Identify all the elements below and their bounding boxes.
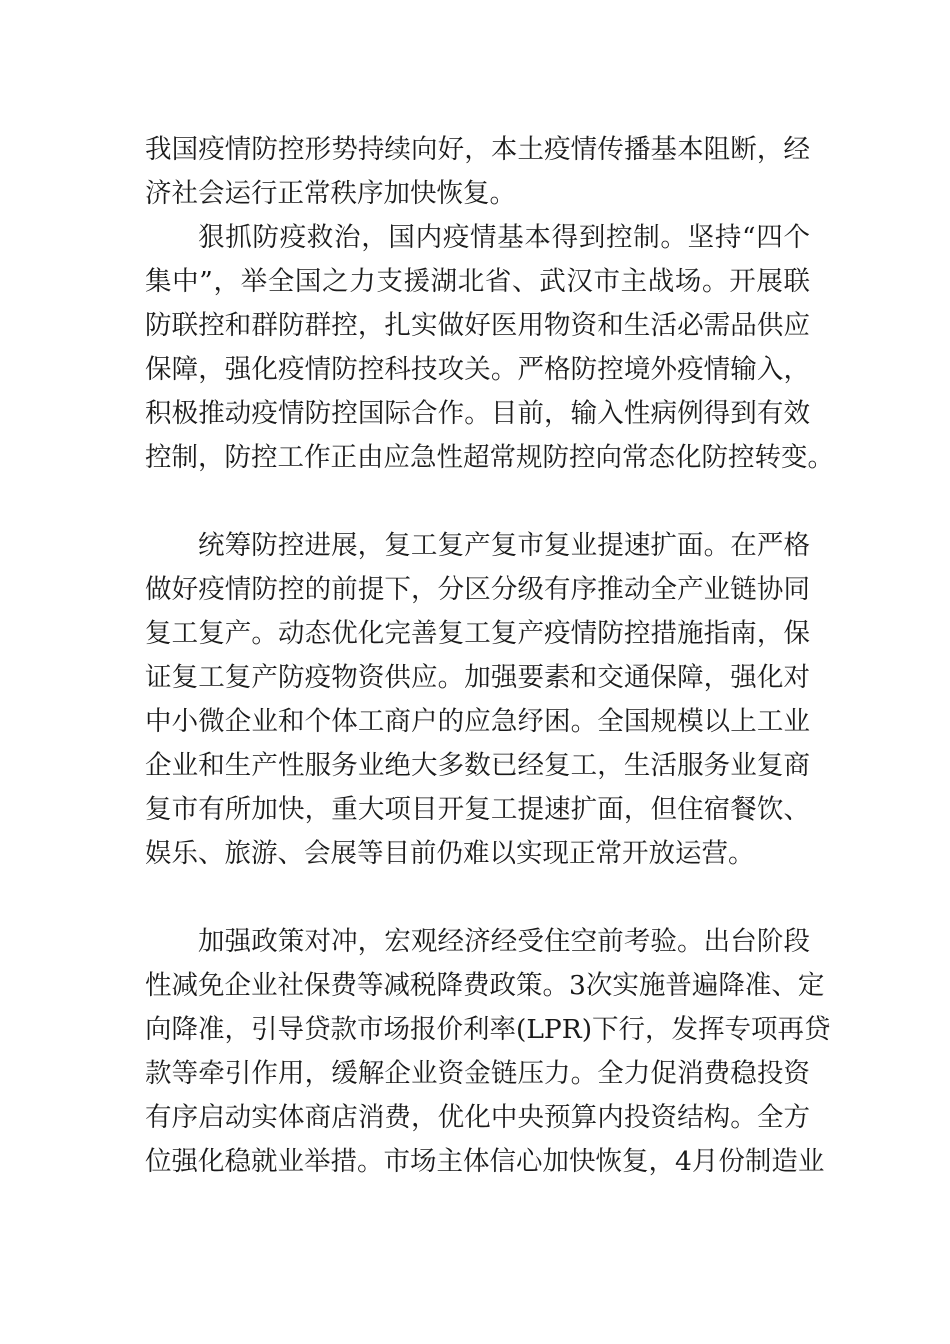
paragraph-3-line-3: 复工复产。动态优化完善复工复产疫情防控措施指南，保 — [145, 618, 810, 649]
paragraph-3-line-4: 证复工复产防疫物资供应。加强要素和交通保障，强化对 — [145, 662, 810, 693]
paragraph-1-line-1: 我国疫情防控形势持续向好，本土疫情传播基本阻断，经 — [145, 134, 810, 165]
paragraph-3-line-2: 做好疫情防控的前提下，分区分级有序推动全产业链协同 — [145, 574, 810, 605]
paragraph-2-line-2: 集中”，举全国之力支援湖北省、武汉市主战场。开展联 — [145, 266, 810, 297]
paragraph-3-line-6: 企业和生产性服务业绝大多数已经复工，生活服务业复商 — [145, 750, 810, 781]
paragraph-2-line-6: 控制，防控工作正由应急性超常规防控向常态化防控转变。 — [145, 442, 834, 473]
paragraph-3-line-1: 统筹防控进展，复工复产复市复业提速扩面。在严格 — [198, 530, 810, 561]
paragraph-4-line-5: 有序启动实体商店消费，优化中央预算内投资结构。全方 — [145, 1102, 810, 1133]
paragraph-4-line-6: 位强化稳就业举措。市场主体信心加快恢复，4月份制造业 — [145, 1146, 825, 1177]
paragraph-1-line-2: 济社会运行正常秩序加快恢复。 — [145, 178, 516, 209]
paragraph-4-line-3: 向降准，引导贷款市场报价利率(LPR)下行，发挥专项再贷 — [145, 1014, 831, 1045]
paragraph-4-line-4: 款等牵引作用，缓解企业资金链压力。全力促消费稳投资 — [145, 1058, 810, 1089]
paragraph-4-line-1: 加强政策对冲，宏观经济经受住空前考验。出台阶段 — [198, 926, 810, 957]
paragraph-2-line-5: 积极推动疫情防控国际合作。目前，输入性病例得到有效 — [145, 398, 810, 429]
paragraph-3-line-5: 中小微企业和个体工商户的应急纾困。全国规模以上工业 — [145, 706, 810, 737]
paragraph-2-line-1: 狠抓防疫救治，国内疫情基本得到控制。坚持“四个 — [198, 222, 810, 253]
paragraph-3-line-7: 复市有所加快，重大项目开复工提速扩面，但住宿餐饮、 — [145, 794, 810, 825]
paragraph-2-line-3: 防联控和群防群控，扎实做好医用物资和生活必需品供应 — [145, 310, 810, 341]
paragraph-2-line-4: 保障，强化疫情防控科技攻关。严格防控境外疫情输入， — [145, 354, 810, 385]
paragraph-3-line-8: 娱乐、旅游、会展等目前仍难以实现正常开放运营。 — [145, 838, 755, 869]
paragraph-4-line-2: 性减免企业社保费等减税降费政策。3次实施普遍降准、定 — [145, 970, 825, 1001]
